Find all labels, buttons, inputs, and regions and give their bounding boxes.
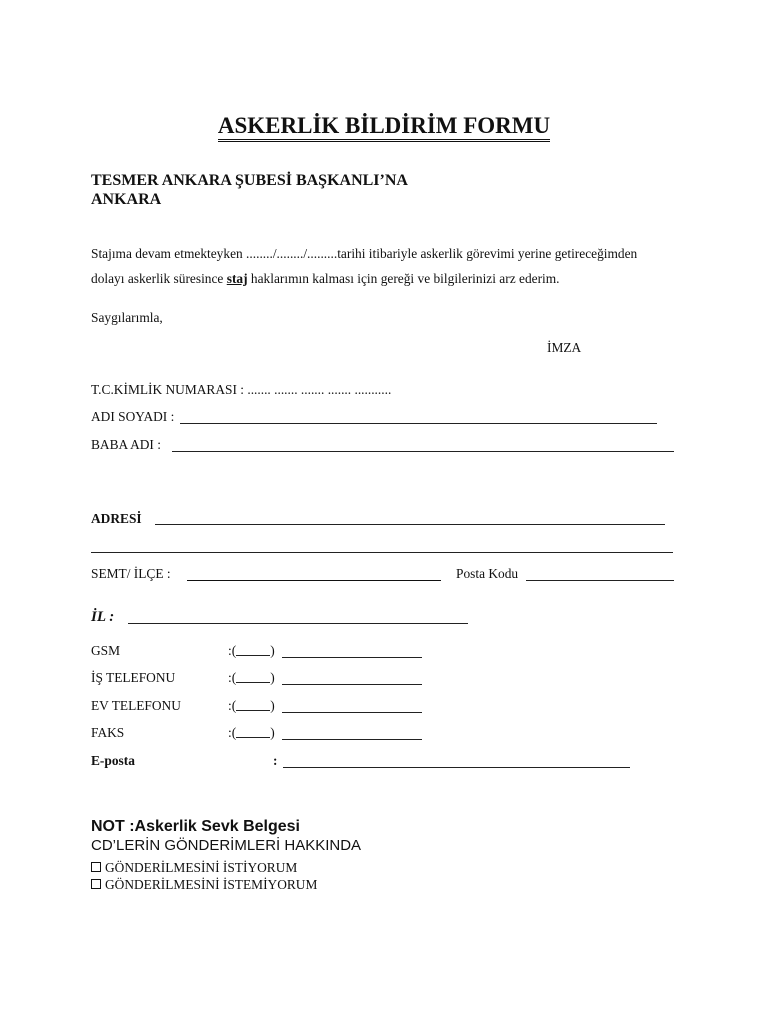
note-subtitle: CD’LERİN GÖNDERİMLERİ HAKKINDA — [91, 837, 362, 854]
home-phone-number-line[interactable] — [282, 712, 422, 713]
gsm-label: GSM — [91, 643, 121, 658]
fax-label: FAKS — [91, 725, 125, 740]
gsm-number-line[interactable] — [282, 657, 422, 658]
work-phone-label: İŞ TELEFONU — [91, 670, 176, 685]
home-phone-label: EV TELEFONU — [91, 698, 181, 713]
closing: Saygılarımla, — [91, 310, 163, 325]
address-input-line-1[interactable] — [155, 524, 665, 525]
work-phone-input[interactable]: :( ) — [228, 670, 275, 685]
father-name-label: BABA ADI : — [91, 437, 161, 452]
postal-code-label: Posta Kodu — [456, 566, 519, 581]
work-phone-number-line[interactable] — [282, 684, 422, 685]
body-line1: Stajıma devam etmekteyken ......../......../.........tarihi itibariyle askerlik görevimi yerine getireceğimden — [91, 246, 638, 261]
address-label: ADRESİ — [91, 511, 142, 526]
signature-label: İMZA — [547, 340, 582, 355]
option-send[interactable]: GÖNDERİLMESİNİ İSTİYORUM — [91, 860, 297, 876]
city-input-line[interactable] — [128, 623, 468, 624]
father-name-input-line[interactable] — [172, 451, 674, 452]
email-label: E-posta — [91, 753, 135, 768]
gsm-input[interactable]: :( ) — [228, 643, 275, 658]
addressee-line2: ANKARA — [91, 191, 162, 208]
staj-emphasis: staj — [226, 271, 248, 286]
note-label: NOT :Askerlik Sevk Belgesi — [91, 818, 300, 835]
tc-kimlik-field: T.C.KİMLİK NUMARASI : ....... ....... ....... ....... ........... — [91, 382, 392, 397]
fax-number-line[interactable] — [282, 739, 422, 740]
email-colon: : — [273, 753, 278, 768]
fax-input[interactable]: :( ) — [228, 725, 275, 740]
name-input-line[interactable] — [180, 423, 657, 424]
addressee-line1: TESMER ANKARA ŞUBESİ BAŞKANLI’NA — [91, 172, 408, 189]
body-line2: dolayı askerlik süresince staj haklarımın kalması için gereği ve bilgilerinizi arz ederim. — [91, 271, 560, 286]
district-input-line[interactable] — [187, 580, 441, 581]
email-input-line[interactable] — [283, 767, 630, 768]
checkbox-icon[interactable] — [91, 862, 101, 872]
form-title: ASKERLİK BİLDİRİM FORMU — [0, 113, 768, 139]
city-label: İL : — [91, 609, 115, 625]
district-label: SEMT/ İLÇE : — [91, 566, 171, 581]
option-do-not-send[interactable]: GÖNDERİLMESİNİ İSTEMİYORUM — [91, 877, 317, 893]
postal-code-input-line[interactable] — [526, 580, 674, 581]
checkbox-icon[interactable] — [91, 879, 101, 889]
address-input-line-2[interactable] — [91, 552, 673, 553]
name-label: ADI SOYADI : — [91, 409, 175, 424]
home-phone-input[interactable]: :( ) — [228, 698, 275, 713]
